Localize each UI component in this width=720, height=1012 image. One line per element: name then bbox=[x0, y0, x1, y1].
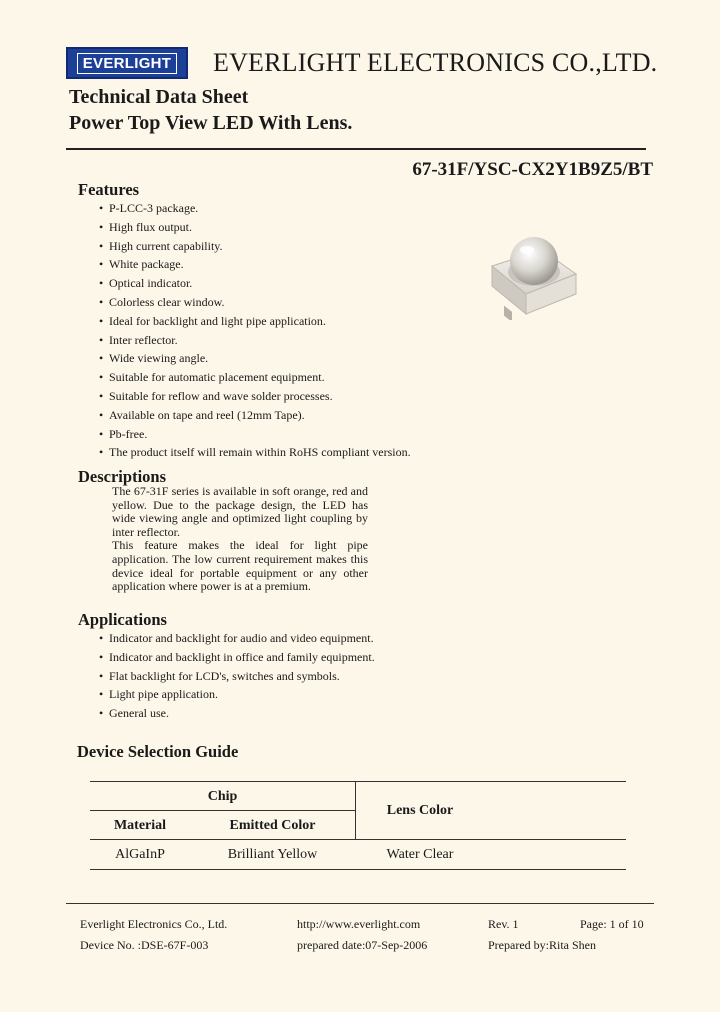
footer-company: Everlight Electronics Co., Ltd. bbox=[80, 917, 228, 931]
top-divider bbox=[66, 148, 646, 150]
emitted-color-header: Emitted Color bbox=[229, 818, 316, 833]
doc-subtitle: Power Top View LED With Lens. bbox=[69, 112, 353, 134]
table-rule bbox=[90, 839, 626, 840]
company-logo bbox=[66, 47, 188, 79]
descriptions-text bbox=[112, 485, 368, 594]
applications-list bbox=[99, 629, 375, 723]
footer-prepared-date: prepared date:07-Sep-2006 bbox=[297, 938, 428, 952]
list-item: • Suitable for automatic placement equipment. bbox=[99, 368, 411, 387]
table-cell-emitted-color: Brilliant Yellow bbox=[227, 847, 318, 862]
list-item: • Optical indicator. bbox=[99, 274, 411, 293]
logo-text: EVERLIGHT bbox=[77, 53, 178, 74]
features-heading: Features bbox=[78, 180, 140, 199]
led-product-image bbox=[484, 228, 580, 320]
material-header: Material bbox=[113, 818, 167, 833]
table-cell-material: AlGaInP bbox=[115, 847, 165, 862]
lens-color-header: Lens Color bbox=[386, 803, 454, 818]
chip-header: Chip bbox=[207, 789, 238, 804]
features-list bbox=[99, 199, 411, 462]
doc-title: Technical Data Sheet bbox=[69, 86, 249, 108]
list-item: • Pb-free. bbox=[99, 425, 411, 444]
list-item: • P-LCC-3 package. bbox=[99, 199, 411, 218]
footer-device-number: Device No. :DSE-67F-003 bbox=[80, 938, 209, 952]
list-item: • General use. bbox=[99, 704, 375, 723]
list-item: • Ideal for backlight and light pipe application. bbox=[99, 312, 411, 331]
list-item: • Colorless clear window. bbox=[99, 293, 411, 312]
list-item: • Indicator and backlight in office and family equipment. bbox=[99, 648, 375, 667]
part-number: 67-31F/YSC-CX2Y1B9Z5/BT bbox=[412, 159, 653, 180]
list-item: • Flat backlight for LCD's, switches and symbols. bbox=[99, 667, 375, 686]
list-item: • White package. bbox=[99, 255, 411, 274]
list-item: • High flux output. bbox=[99, 218, 411, 237]
list-item: • Suitable for reflow and wave solder processes. bbox=[99, 387, 411, 406]
company-name: EVERLIGHT ELECTRONICS CO.,LTD. bbox=[213, 48, 658, 77]
list-item: • Inter reflector. bbox=[99, 331, 411, 350]
footer-prepared-by: Prepared by:Rita Shen bbox=[488, 938, 596, 952]
table-cell-lens-color: Water Clear bbox=[386, 847, 454, 862]
footer-url[interactable]: http://www.everlight.com bbox=[297, 917, 421, 931]
list-item: • The product itself will remain within RoHS compliant version. bbox=[99, 443, 411, 462]
table-rule bbox=[90, 869, 626, 870]
table-rule bbox=[90, 810, 355, 811]
list-item: • Available on tape and reel (12mm Tape). bbox=[99, 406, 411, 425]
list-item: • Indicator and backlight for audio and video equipment. bbox=[99, 629, 375, 648]
description-paragraph: This feature makes the ideal for light pipe application. The low current requirement makes this device ideal for portable equipment or any other application where power is at a premium. bbox=[112, 538, 368, 594]
selection-guide-table bbox=[90, 781, 626, 869]
table-rule bbox=[90, 781, 626, 782]
applications-heading: Applications bbox=[78, 610, 167, 629]
footer-revision: Rev. 1 bbox=[488, 917, 519, 931]
selection-guide-heading: Device Selection Guide bbox=[77, 742, 239, 761]
footer-page-number: Page: 1 of 10 bbox=[580, 917, 644, 931]
list-item: • Wide viewing angle. bbox=[99, 349, 411, 368]
list-item: • High current capability. bbox=[99, 237, 411, 256]
footer-divider bbox=[66, 903, 654, 904]
descriptions-heading: Descriptions bbox=[78, 467, 166, 486]
description-paragraph: The 67-31F series is available in soft orange, red and yellow. Due to the package design, the LED has wide viewing angle and optimized light coupling by inter reflector. bbox=[112, 484, 368, 539]
list-item: • Light pipe application. bbox=[99, 685, 375, 704]
